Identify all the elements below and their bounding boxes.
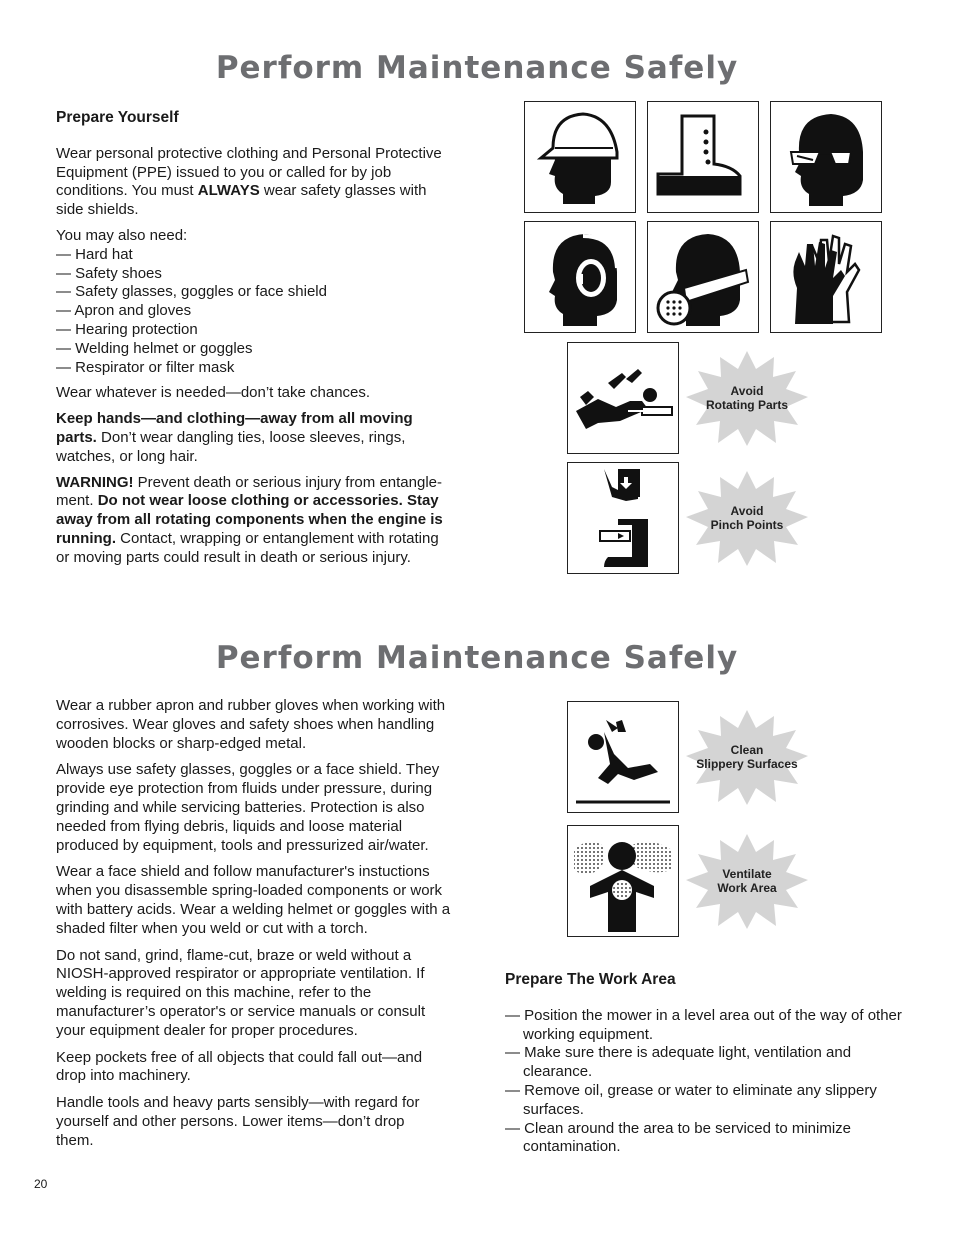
warning-paragraph: WARNING! Prevent death or serious injury from entangle-ment. Do not wear loose clothing or accessories. Stay away from all rotating components when the engine is running. Contact, wrapping or entanglement with rotating or moving parts could result in death or serious injury. <box>56 473 443 566</box>
list-item: — Welding helmet or goggles <box>56 339 253 357</box>
safety-boot-icon <box>647 101 759 213</box>
list-item: — Remove oil, grease or water to eliminate any slippery surfaces. <box>505 1081 877 1118</box>
list-item: — Respirator or filter mask <box>56 358 235 376</box>
hearing-protection-icon <box>524 221 636 333</box>
clean-slippery-surfaces-label: Clean Slippery Surfaces <box>684 708 810 806</box>
work-area-list <box>505 1007 905 1157</box>
also-need-text: You may also need: <box>56 226 188 244</box>
work-area-section <box>505 971 905 1157</box>
respirator-icon <box>647 221 759 333</box>
list-item: — Hearing protection <box>56 320 198 338</box>
paragraph: Always use safety glasses, goggles or a face shield. They provide eye protection from fluids under pressure, during grinding and while servicing batteries. Protection is also needed from flying debris, liquids and loose material produced by equipment, tools and pressurized air/water. <box>56 761 440 854</box>
moving-parts-paragraph: Keep hands—and clothing—away from all moving parts. Don’t wear dangling ties, loose sleeves, rings, watches, or long hair. <box>56 410 413 465</box>
paragraph: Wear a face shield and follow manufacturer's instuctions when you disassemble spring-loaded components or work with battery acids. Wear a welding helmet or goggles with a shaded filter when you weld or cut with a torch. <box>56 863 451 937</box>
list-item: — Safety glasses, goggles or face shield <box>56 283 327 301</box>
slippery-surface-hazard-icon <box>567 701 679 813</box>
section-title: Perform Maintenance Safely <box>215 640 739 676</box>
paragraph: Handle tools and heavy parts sensibly—with regard for yourself and other persons. Lower items—don’t drop them. <box>56 1094 420 1149</box>
paragraph: Keep pockets free of all objects that could fall out—and drop into machinery. <box>56 1048 423 1085</box>
whatever-needed-text: Wear whatever is needed—don’t take chances. <box>56 384 371 402</box>
ppe-guidance-section <box>56 697 456 1159</box>
gloves-icon <box>770 221 882 333</box>
hard-hat-icon <box>524 101 636 213</box>
ventilate-work-area-label: Ventilate Work Area <box>684 832 810 930</box>
list-item: — Position the mower in a level area out of the way of other working equipment. <box>505 1006 902 1043</box>
rotating-parts-hazard-icon <box>567 342 679 454</box>
ppe-paragraph: Wear personal protective clothing and Personal Protective Equipment (PPE) issued to you or called for by job conditions. You must ALWAYS wear safety glasses with side shields. <box>56 144 442 219</box>
paragraph: Wear a rubber apron and rubber gloves when working with corrosives. Wear gloves and safety shoes when handling wooden blocks or sharp-edged metal. <box>56 697 446 752</box>
page-number: 20 <box>34 1177 48 1191</box>
avoid-pinch-points-label: Avoid Pinch Points <box>684 469 810 567</box>
page-title: Perform Maintenance Safely <box>215 50 739 86</box>
list-item: — Hard hat <box>56 245 133 263</box>
section-heading: Prepare The Work Area <box>505 971 676 988</box>
list-item: — Clean around the area to be serviced to minimize contamination. <box>505 1119 852 1156</box>
safety-glasses-icon <box>770 101 882 213</box>
avoid-rotating-parts-label: Avoid Rotating Parts <box>684 349 810 447</box>
list-item: — Apron and gloves <box>56 302 192 320</box>
list-item: — Make sure there is adequate light, ventilation and clearance. <box>505 1044 852 1081</box>
list-item: — Safety shoes <box>56 264 162 282</box>
equipment-list <box>56 246 456 378</box>
pinch-points-hazard-icon <box>567 462 679 574</box>
ventilation-hazard-icon <box>567 825 679 937</box>
prepare-yourself-section <box>56 109 456 575</box>
section-heading: Prepare Yourself <box>56 109 179 126</box>
paragraph: Do not sand, grind, flame-cut, braze or weld without a NIOSH-approved respirator or appropriate ventilation. If welding is required on this machine, refer to the manufacturer’s operator's or service manuals or consult your equipment dealer for proper procedures. <box>56 946 426 1039</box>
